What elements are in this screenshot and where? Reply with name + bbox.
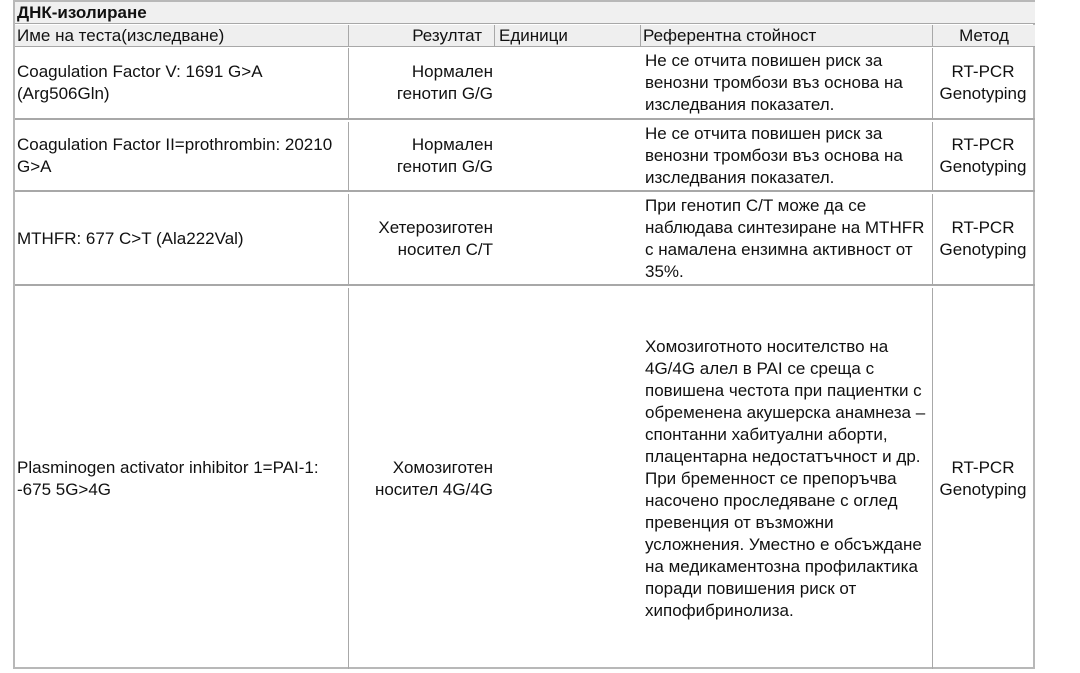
header-reference: Референтна стойност	[641, 25, 933, 47]
test-result: Хетерозиготен носител C/T	[378, 218, 493, 259]
test-name: Coagulation Factor II=prothrombin: 20210 G>A	[17, 135, 333, 176]
table-row	[15, 48, 1035, 120]
table-row	[15, 288, 1035, 669]
test-name: Coagulation Factor V: 1691 G>A (Arg506Gln)	[17, 62, 262, 103]
test-method: RT-PCR Genotyping	[939, 135, 1027, 176]
test-method: RT-PCR Genotyping	[939, 218, 1027, 259]
test-result: Хомозиготен носител 4G/4G	[374, 457, 493, 499]
test-name: MTHFR: 677 C>T (Ala222Val)	[17, 229, 244, 248]
test-method: RT-PCR Genotyping	[939, 62, 1027, 103]
section-title: ДНК-изолиране	[15, 2, 1035, 24]
test-reference: Не се отчита повишен риск за венозни тромбози въз основа на изследвания показател.	[645, 124, 903, 187]
table-row	[15, 194, 1035, 286]
table-row	[15, 122, 1035, 192]
test-result: Нормален генотип G/G	[396, 135, 493, 176]
header-result: Резултат	[349, 25, 495, 47]
test-method: RT-PCR Genotyping	[939, 457, 1027, 499]
test-reference: Не се отчита повишен риск за венозни тромбози въз основа на изследвания показател.	[645, 51, 903, 114]
header-name: Име на теста(изследване)	[15, 25, 349, 47]
test-result: Нормален генотип G/G	[396, 62, 493, 103]
test-reference: Хомозиготното носителство на 4G/4G алел в PAI се среща с повишена честота при пациентки с обременена акушерска анамнеза – спонтанни хабитуални аборти, плацентарна недостатъчност и др. При бременност се препоръчва насочено проследяване с оглед превенция от възможни усложнения. Уместно е обсъждане на медикаментозна профилактика поради повишения риск от хипофибринолиза.	[645, 336, 926, 620]
results-table	[13, 0, 1035, 669]
test-reference: При генотип C/T може да се наблюдава синтезиране на MTHFR с намалена ензимна активност от 35%.	[645, 196, 925, 281]
header-units: Единици	[495, 25, 641, 47]
header-method: Метод	[933, 25, 1035, 47]
test-name: Plasminogen activator inhibitor 1=PAI-1: -675 5G>4G	[17, 457, 319, 499]
